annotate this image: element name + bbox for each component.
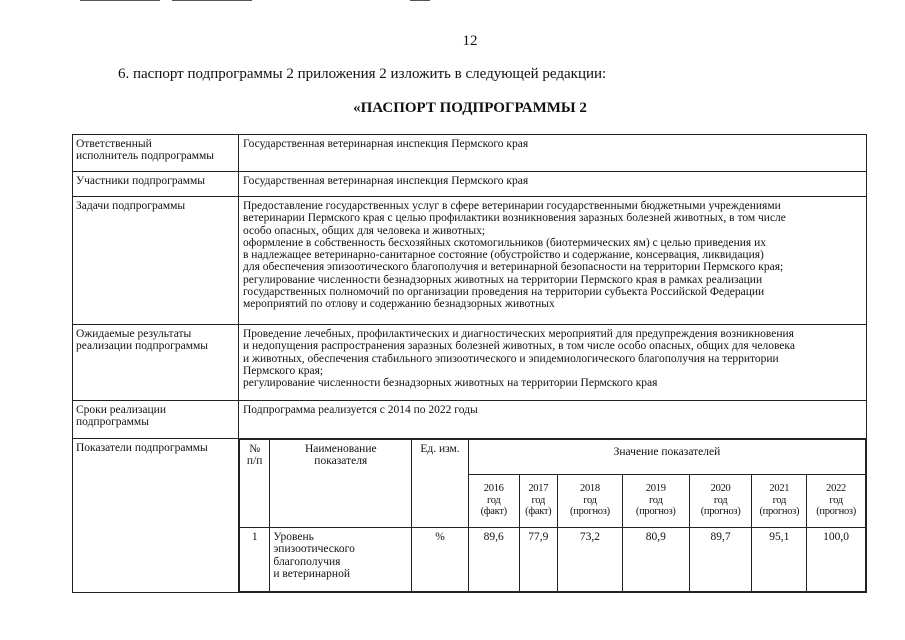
executor-value: Государственная ветеринарная инспекция Пермского края xyxy=(239,135,867,172)
year-2017: 2017 год (факт) xyxy=(519,475,557,528)
timeline-label: Сроки реализации подпрограммы xyxy=(73,401,239,439)
participants-label: Участники подпрограммы xyxy=(73,172,239,197)
header-values: Значение показателей xyxy=(468,440,865,475)
indicators-table xyxy=(239,439,866,592)
value-2017: 77,9 xyxy=(519,528,557,592)
row-results xyxy=(73,325,867,401)
year-2021: 2021 год (прогноз) xyxy=(752,475,807,528)
row-participants xyxy=(73,172,867,197)
value-2020: 89,7 xyxy=(689,528,752,592)
timeline-value: Подпрограмма реализуется с 2014 по 2022 годы xyxy=(239,401,867,439)
table-row xyxy=(240,528,866,592)
row-tasks xyxy=(73,197,867,325)
item-unit: % xyxy=(412,528,469,592)
results-value: Проведение лечебных, профилактических и диагностических мероприятий для предупреждения возникновения и недопущения распространения заразных болезней животных, в том числе особо опасных, общих для человека и животных, обеспечения стабильного эпизоотического и эпидемиологического благополучия на территории Пермского края; регулирование численности безнадзорных животных на территории Пермского края xyxy=(239,325,867,401)
indicators-header-row xyxy=(240,440,866,475)
header-name: Наименование показателя xyxy=(270,440,412,528)
value-2018: 73,2 xyxy=(558,528,623,592)
participants-value: Государственная ветеринарная инспекция Пермского края xyxy=(239,172,867,197)
row-indicators xyxy=(73,439,867,593)
row-timeline xyxy=(73,401,867,439)
results-label: Ожидаемые результаты реализации подпрограммы xyxy=(73,325,239,401)
passport-table xyxy=(72,134,867,593)
value-2022: 100,0 xyxy=(807,528,866,592)
top-edge-line xyxy=(80,0,160,1)
tasks-label: Задачи подпрограммы xyxy=(73,197,239,325)
tasks-value: Предоставление государственных услуг в сфере ветеринарии государственными бюджетными учреждениями ветеринарии Пермского края с целью профилактики возникновения заразных болезней животных, в том числе особо опасных, общих для человека и животных; оформление в собственность бесхозяйных скотомогильников (биотермических ям) с целью приведения их в надлежащее ветеринарно-санитарное состояние (обустройство и содержание, консервация, ликвидация) для обеспечения эпизоотического благополучия и ветеринарной безопасности на территории Пермского края; регулирование численности безнадзорных животных на территории Пермского края в рамках реализации государственных полномочий по организации проведения на территории субъекта Российской Федерации мероприятий по отлову и содержанию безнадзорных животных xyxy=(239,197,867,325)
executor-label: Ответственный исполнитель подпрограммы xyxy=(73,135,239,172)
page-number: 12 xyxy=(462,33,478,49)
top-edge-line xyxy=(172,0,252,1)
indicators-cell xyxy=(239,439,867,593)
value-2016: 89,6 xyxy=(468,528,519,592)
top-edge-line xyxy=(410,0,430,1)
year-2022: 2022 год (прогноз) xyxy=(807,475,866,528)
item-num: 1 xyxy=(240,528,270,592)
value-2019: 80,9 xyxy=(622,528,689,592)
year-2018: 2018 год (прогноз) xyxy=(558,475,623,528)
item-name: Уровень эпизоотического благополучия и ветеринарной xyxy=(270,528,412,592)
header-unit: Ед. изм. xyxy=(412,440,469,528)
year-2016: 2016 год (факт) xyxy=(468,475,519,528)
row-executor xyxy=(73,135,867,172)
value-2021: 95,1 xyxy=(752,528,807,592)
year-2020: 2020 год (прогноз) xyxy=(689,475,752,528)
year-2019: 2019 год (прогноз) xyxy=(622,475,689,528)
passport-title: «ПАСПОРТ ПОДПРОГРАММЫ 2 xyxy=(353,100,587,116)
indicators-label: Показатели подпрограммы xyxy=(73,439,239,593)
instruction-text: 6. паспорт подпрограммы 2 приложения 2 изложить в следующей редакции: xyxy=(118,66,607,82)
header-num: № п/п xyxy=(240,440,270,528)
